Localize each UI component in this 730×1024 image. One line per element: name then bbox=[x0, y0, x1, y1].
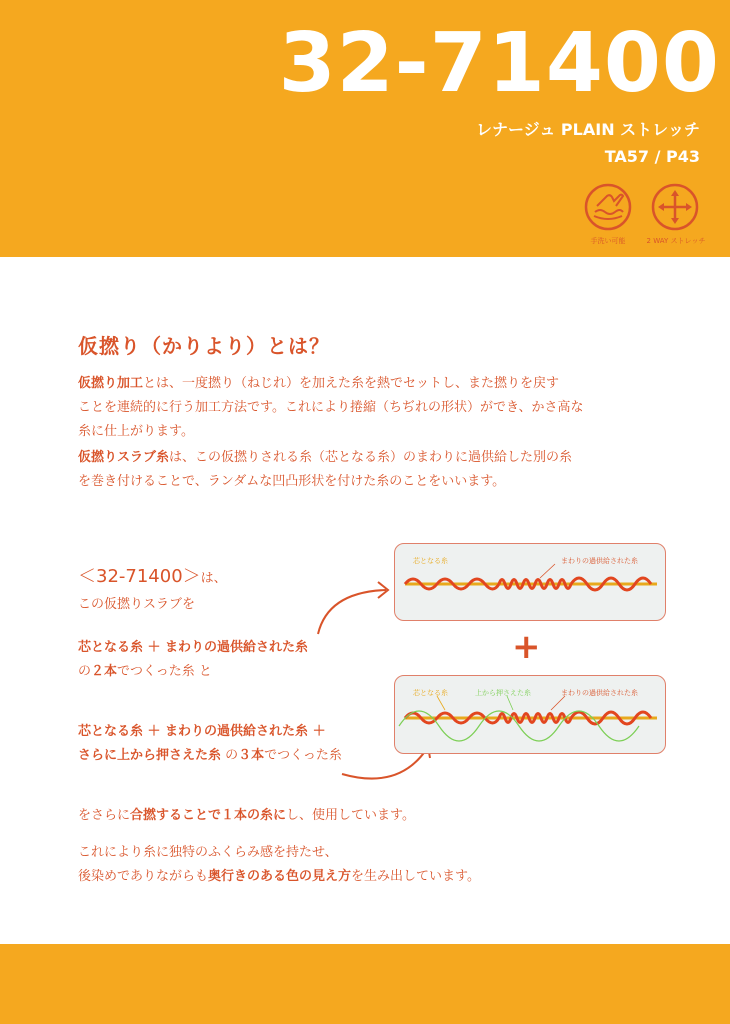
combo2-mid: の bbox=[221, 748, 239, 763]
plus-sign: + bbox=[512, 627, 541, 667]
closing-pre: 後染めでありながらも bbox=[78, 869, 209, 884]
closing-post: を生み出しています。 bbox=[351, 869, 480, 884]
product-name: レナージュ PLAIN ストレッチ bbox=[476, 120, 700, 139]
final-line bbox=[78, 804, 415, 828]
combo2-line1: 芯となる糸 ＋ まわりの過供給された糸 ＋ bbox=[78, 724, 326, 739]
two-way-stretch-label: 2 WAY ストレッチ bbox=[646, 237, 706, 245]
combo2-post: でつくった糸 bbox=[264, 748, 342, 763]
final-pre: をさらに bbox=[78, 808, 131, 823]
hand-wash-icon bbox=[583, 182, 633, 232]
combo1-count: ２本 bbox=[91, 664, 118, 679]
diagram2-label-wrap: まわりの過供給された糸 bbox=[561, 689, 638, 697]
diagram1-label-core: 芯となる糸 bbox=[413, 557, 448, 565]
combo1-pre: の bbox=[78, 664, 92, 679]
combo1-line1: 芯となる糸 ＋ まわりの過供給された糸 bbox=[78, 640, 309, 655]
final-post: し、使用しています。 bbox=[286, 808, 415, 823]
code-suffix: は、 bbox=[200, 571, 227, 586]
section-heading: 仮撚り（かりより）とは？ bbox=[78, 334, 330, 358]
para1-line2: ことを連続的に行う加工方法です。これにより捲縮（ちぢれの形状）ができ、かさ高な bbox=[78, 400, 584, 415]
closing-bold: 奥行きのある色の見え方 bbox=[208, 869, 352, 884]
para1-line3: 糸に仕上がります。 bbox=[78, 424, 194, 439]
footer-band bbox=[0, 944, 730, 1024]
combo2-line2 bbox=[78, 744, 342, 768]
yarn-diagram-three-ply bbox=[394, 675, 666, 754]
para2-line1: は、この仮撚りされる糸（芯となる糸）のまわりに過供給した別の糸 bbox=[169, 450, 573, 465]
product-code: 32-71400 bbox=[278, 16, 720, 111]
code-reference-line bbox=[78, 562, 227, 588]
combo2-count: ３本 bbox=[238, 748, 265, 763]
combo1-post: でつくった糸 と bbox=[117, 664, 212, 679]
hand-wash-label: 手洗い可能 bbox=[590, 237, 626, 245]
combo1-line2 bbox=[78, 660, 212, 684]
code-reference: ＜32-71400＞ bbox=[78, 566, 201, 587]
two-way-stretch-icon bbox=[650, 182, 700, 232]
paragraph-false-twist bbox=[78, 372, 658, 444]
product-ref: TA57 / P43 bbox=[604, 147, 700, 166]
para2-line2: を巻き付けることで、ランダムな凹凸形状を付けた糸のことをいいます。 bbox=[78, 474, 506, 489]
diagram1-label-wrap: まわりの過供給された糸 bbox=[561, 557, 638, 565]
combo2-press: さらに上から押さえた糸 bbox=[78, 748, 222, 763]
final-bold: 合撚することで１本の糸に bbox=[130, 808, 287, 823]
closing-line2 bbox=[78, 865, 480, 889]
yarn-diagram-two-ply bbox=[394, 543, 666, 621]
para1-line1: とは、一度撚り（ねじれ）を加えた糸を熱でセットし、また撚りを戻す bbox=[143, 376, 560, 391]
closing-line1: これにより糸に独特のふくらみ感を持たせ、 bbox=[78, 845, 338, 860]
diagram1-yarn-drawing bbox=[395, 544, 665, 620]
diagram2-yarn-drawing bbox=[395, 676, 665, 753]
term-slub-yarn: 仮撚りスラブ糸 bbox=[78, 450, 170, 465]
explanation-line2: この仮撚りスラブを bbox=[78, 597, 196, 612]
term-false-twist: 仮撚り加工 bbox=[78, 376, 144, 391]
paragraph-slub-yarn bbox=[78, 446, 658, 494]
diagram2-label-press: 上から押さえた糸 bbox=[475, 689, 531, 697]
arrow-to-diagram1 bbox=[310, 578, 400, 638]
diagram2-label-core: 芯となる糸 bbox=[413, 689, 448, 697]
